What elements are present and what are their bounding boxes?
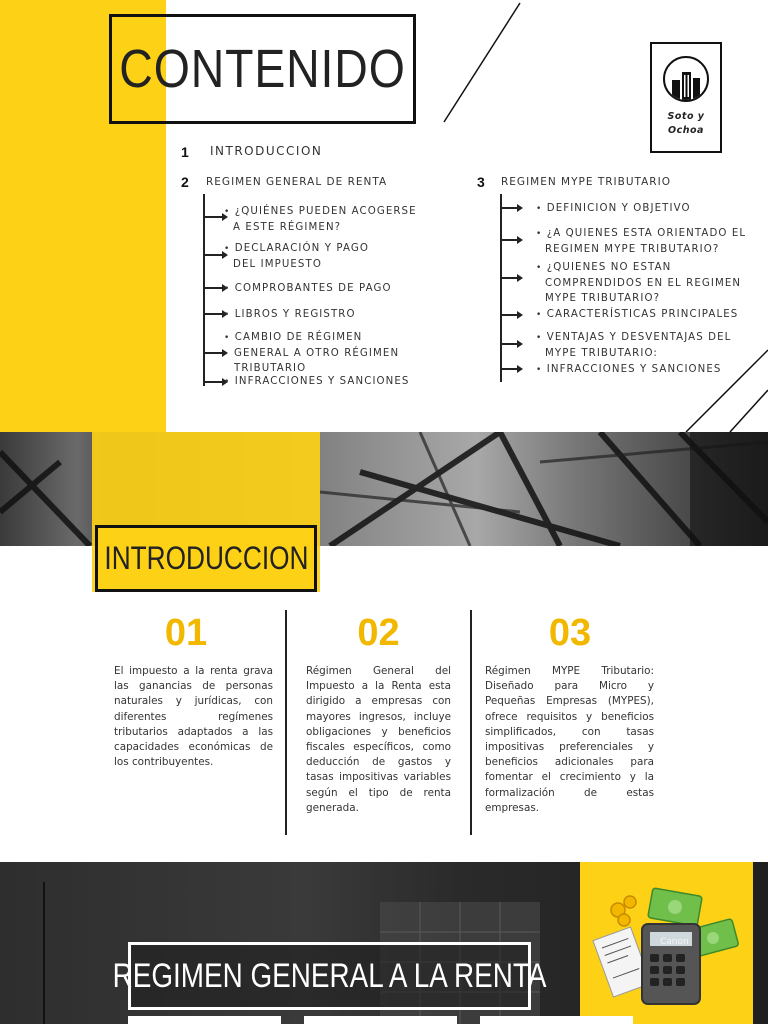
column-text: Régimen General del Impuesto a la Renta esta dirigido a empresas con mayores ingresos, incluye obligaciones y beneficios fiscales específicos, como deducción de gastos y tasas impositivas variables según el tipo de renta generada. [306, 665, 451, 814]
arrow-icon [501, 365, 523, 373]
page-title: CONTENIDO [119, 39, 406, 99]
intro-heading: INTRODUCCION [103, 540, 309, 576]
money-calculator-icon [580, 862, 753, 1024]
toc-item-introduccion[interactable]: INTRODUCCION [210, 144, 323, 158]
card-top [304, 1016, 457, 1024]
toc-subitem[interactable]: • COMPROBANTES DE PAGO [224, 283, 392, 294]
toc-number: 1 [181, 144, 189, 160]
toc-subitem[interactable]: • DECLARACIÓN Y PAGO DEL IMPUESTO [224, 243, 369, 270]
toc-subitem[interactable]: • INFRACCIONES Y SANCIONES [536, 364, 722, 375]
logo [650, 42, 722, 153]
arrow-icon [501, 204, 523, 212]
toc-number: 2 [181, 174, 189, 190]
column-divider [285, 610, 287, 835]
toc-subitem[interactable]: • ¿A QUIENES ESTA ORIENTADO EL REGIMEN MYPE TRIBUTARIO? [536, 228, 747, 255]
toc-subitem[interactable]: • ¿QUIENES NO ESTAN COMPRENDIDOS EN EL REGIMEN MYPE TRIBUTARIO? [536, 262, 742, 304]
toc-subitem[interactable]: • DEFINICION Y OBJETIVO [536, 203, 691, 214]
logo-text: Soto y Ochoa [667, 111, 705, 137]
arrow-icon [501, 340, 523, 348]
card-top [128, 1016, 281, 1024]
toc-item-regimen-mype[interactable]: REGIMEN MYPE TRIBUTARIO [501, 176, 671, 188]
arrow-icon [501, 236, 523, 244]
toc-subitem[interactable]: • LIBROS Y REGISTRO [224, 309, 356, 320]
arrow-icon [501, 311, 523, 319]
section-heading: REGIMEN GENERAL A LA RENTA [112, 956, 547, 995]
toc-subitem[interactable]: • INFRACCIONES Y SANCIONES [224, 376, 410, 387]
toc-subitem[interactable]: • CAMBIO DE RÉGIMEN GENERAL A OTRO RÉGIMEN TRIBUTARIO [224, 332, 400, 374]
toc-item-regimen-general[interactable]: REGIMEN GENERAL DE RENTA [206, 176, 388, 188]
section-heading-box [112, 942, 547, 1010]
column-divider [470, 610, 472, 835]
building-icon [663, 56, 709, 102]
toc-subitem[interactable]: • ¿QUIÉNES PUEDEN ACOGERSE A ESTE RÉGIMEN? [224, 206, 417, 233]
yellow-panel [580, 862, 753, 1024]
svg-text:Canon: Canon [660, 937, 689, 947]
column-text: El impuesto a la renta grava las ganancias de personas naturales y jurídicas, con diferentes regímenes tributarios adaptados a las capacidades económicas de los contribuyentes. [114, 665, 273, 769]
column-number: 02 [357, 612, 400, 654]
tree-line [500, 194, 502, 382]
toc-subitem[interactable]: • CARACTERÍSTICAS PRINCIPALES [536, 309, 739, 320]
card-top [480, 1016, 633, 1024]
column-number: 01 [164, 612, 208, 654]
toc-number: 3 [477, 174, 485, 190]
column-number: 03 [548, 612, 592, 654]
intro-heading-box [95, 525, 317, 592]
column-text: Régimen MYPE Tributario: Diseñado para Micro y Pequeñas Empresas (MYPES), ofrece requisitos y beneficios simplificados, con tasas impositivas preferenciales y beneficios adicionales para fomentar el crecimiento y la formalización de estas empresas. [485, 665, 654, 814]
toc-subitem[interactable]: • VENTAJAS Y DESVENTAJAS DEL MYPE TRIBUTARIO: [536, 332, 732, 359]
arrow-icon [501, 274, 523, 282]
